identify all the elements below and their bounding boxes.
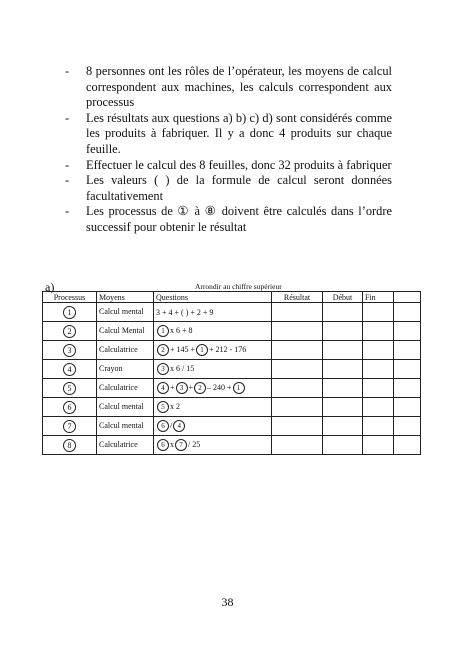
table-row bbox=[43, 360, 421, 379]
process-ref: 1 bbox=[196, 344, 208, 356]
formula-text: + bbox=[188, 382, 194, 392]
bullet-dash: - bbox=[65, 64, 70, 78]
bullet-text: Les valeurs ( ) de la formule de calcul seront données facultativement bbox=[86, 173, 392, 203]
header-questions: Questions bbox=[154, 292, 272, 303]
cell-processus bbox=[43, 436, 97, 455]
formula-text: x 6 + 8 bbox=[170, 325, 193, 335]
list-item bbox=[62, 158, 392, 174]
process-ref: 6 bbox=[157, 439, 169, 451]
cell-resultat bbox=[272, 322, 323, 341]
formula-text: + bbox=[170, 382, 175, 392]
rounding-note: Arrondir au chiffre supérieur bbox=[195, 282, 282, 291]
cell-processus bbox=[43, 322, 97, 341]
cell-extra bbox=[394, 303, 421, 322]
formula-text: x 6 / 15 bbox=[170, 363, 195, 373]
process-number: 2 bbox=[63, 325, 76, 338]
cell-moyens: Calcul mental bbox=[97, 417, 154, 436]
cell-extra bbox=[394, 436, 421, 455]
table-row bbox=[43, 322, 421, 341]
cell-question bbox=[154, 417, 272, 436]
cell-moyens: Calcul mental bbox=[97, 303, 154, 322]
table-row bbox=[43, 303, 421, 322]
cell-question bbox=[154, 322, 272, 341]
bullet-dash: - bbox=[65, 173, 70, 188]
cell-question bbox=[154, 303, 272, 322]
process-number: 1 bbox=[63, 306, 76, 319]
cell-resultat bbox=[272, 341, 323, 360]
formula-text: x 2 bbox=[170, 401, 180, 411]
cell-extra bbox=[394, 322, 421, 341]
process-ref: 7 bbox=[175, 439, 187, 451]
cell-debut bbox=[323, 379, 363, 398]
bullet-text: Les processus de ① à ⑧ doivent être calculés dans l’ordre successif pour obtenir le résultat bbox=[86, 204, 392, 234]
formula-text: + 145 + bbox=[170, 344, 196, 354]
cell-fin bbox=[363, 398, 394, 417]
table-row bbox=[43, 436, 421, 455]
cell-extra bbox=[394, 417, 421, 436]
process-number: 7 bbox=[63, 420, 76, 433]
cell-fin bbox=[363, 341, 394, 360]
page-number: 38 bbox=[221, 595, 234, 609]
table-row bbox=[43, 417, 421, 436]
cell-resultat bbox=[272, 436, 323, 455]
process-ref: 5 bbox=[157, 401, 169, 413]
process-ref: 3 bbox=[157, 363, 169, 375]
cell-debut bbox=[323, 417, 363, 436]
cell-fin bbox=[363, 322, 394, 341]
process-ref: 1 bbox=[233, 382, 245, 394]
cell-resultat bbox=[272, 398, 323, 417]
formula-text: x bbox=[170, 439, 174, 449]
cell-fin bbox=[363, 303, 394, 322]
formula-text: – 240 + bbox=[207, 382, 232, 392]
header-fin: Fin bbox=[363, 292, 394, 303]
cell-extra bbox=[394, 360, 421, 379]
cell-processus bbox=[43, 379, 97, 398]
cell-extra bbox=[394, 379, 421, 398]
bullet-text: Les résultats aux questions a) b) c) d) sont considérés comme les produits à fabriquer. Il y a donc 4 produits sur chaque feuille. bbox=[86, 110, 392, 156]
cell-extra bbox=[394, 341, 421, 360]
formula-text: + 212 - 176 bbox=[209, 344, 247, 354]
header-extra bbox=[394, 292, 421, 303]
cell-resultat bbox=[272, 379, 323, 398]
cell-debut bbox=[323, 436, 363, 455]
process-number: 6 bbox=[63, 401, 76, 414]
cell-debut bbox=[323, 341, 363, 360]
process-ref: 4 bbox=[173, 420, 185, 432]
cell-extra bbox=[394, 398, 421, 417]
header-processus: Processus bbox=[43, 292, 97, 303]
cell-processus bbox=[43, 360, 97, 379]
table-header-row bbox=[43, 292, 421, 303]
cell-processus bbox=[43, 417, 97, 436]
formula-text: 3 + 4 + ( ) + 2 + 9 bbox=[156, 307, 214, 317]
list-item bbox=[62, 64, 392, 111]
instruction-list bbox=[62, 64, 392, 236]
process-number: 3 bbox=[63, 344, 76, 357]
cell-resultat bbox=[272, 360, 323, 379]
cell-processus bbox=[43, 398, 97, 417]
cell-moyens: Crayon bbox=[97, 360, 154, 379]
formula-text: / 25 bbox=[188, 439, 201, 449]
table-row bbox=[43, 341, 421, 360]
process-number: 8 bbox=[63, 439, 76, 452]
process-table bbox=[42, 291, 421, 455]
process-ref: 6 bbox=[157, 420, 169, 432]
table-row bbox=[43, 398, 421, 417]
cell-resultat bbox=[272, 303, 323, 322]
cell-debut bbox=[323, 322, 363, 341]
bullet-text: Effectuer le calcul des 8 feuilles, donc 32 produits à fabriquer bbox=[86, 157, 392, 172]
process-ref: 2 bbox=[194, 382, 206, 394]
process-number: 5 bbox=[63, 382, 76, 395]
cell-moyens: Calcul Mental bbox=[97, 322, 154, 341]
list-item bbox=[62, 204, 392, 235]
process-ref: 2 bbox=[157, 344, 169, 356]
list-item bbox=[62, 173, 392, 204]
cell-moyens: Calculatrice bbox=[97, 379, 154, 398]
cell-moyens: Calculatrice bbox=[97, 341, 154, 360]
cell-processus bbox=[43, 303, 97, 322]
cell-question bbox=[154, 436, 272, 455]
cell-fin bbox=[363, 379, 394, 398]
header-debut: Début bbox=[323, 292, 363, 303]
table-row bbox=[43, 379, 421, 398]
cell-resultat bbox=[272, 417, 323, 436]
process-ref: 1 bbox=[157, 325, 169, 337]
process-ref: 4 bbox=[157, 382, 169, 394]
bullet-dash: - bbox=[65, 110, 70, 125]
process-number: 4 bbox=[63, 363, 76, 376]
cell-fin bbox=[363, 417, 394, 436]
cell-question bbox=[154, 398, 272, 417]
cell-fin bbox=[363, 360, 394, 379]
bullet-dash: - bbox=[65, 204, 70, 219]
cell-debut bbox=[323, 360, 363, 379]
bullet-dash: - bbox=[65, 157, 70, 172]
cell-debut bbox=[323, 398, 363, 417]
header-moyens: Moyens bbox=[97, 292, 154, 303]
cell-moyens: Calcul mental bbox=[97, 398, 154, 417]
cell-question bbox=[154, 341, 272, 360]
cell-moyens: Calculatrice bbox=[97, 436, 154, 455]
formula-text: / bbox=[170, 420, 173, 430]
cell-debut bbox=[323, 303, 363, 322]
cell-fin bbox=[363, 436, 394, 455]
process-ref: 3 bbox=[176, 382, 188, 394]
header-resultat: Résultat bbox=[272, 292, 323, 303]
cell-question bbox=[154, 379, 272, 398]
section-label: a) bbox=[45, 280, 55, 294]
cell-processus bbox=[43, 341, 97, 360]
cell-question bbox=[154, 360, 272, 379]
bullet-text: 8 personnes ont les rôles de l’opérateur, les moyens de calcul correspondent aux machines, les calculs correspondent aux processus bbox=[86, 64, 392, 110]
list-item bbox=[62, 111, 392, 158]
